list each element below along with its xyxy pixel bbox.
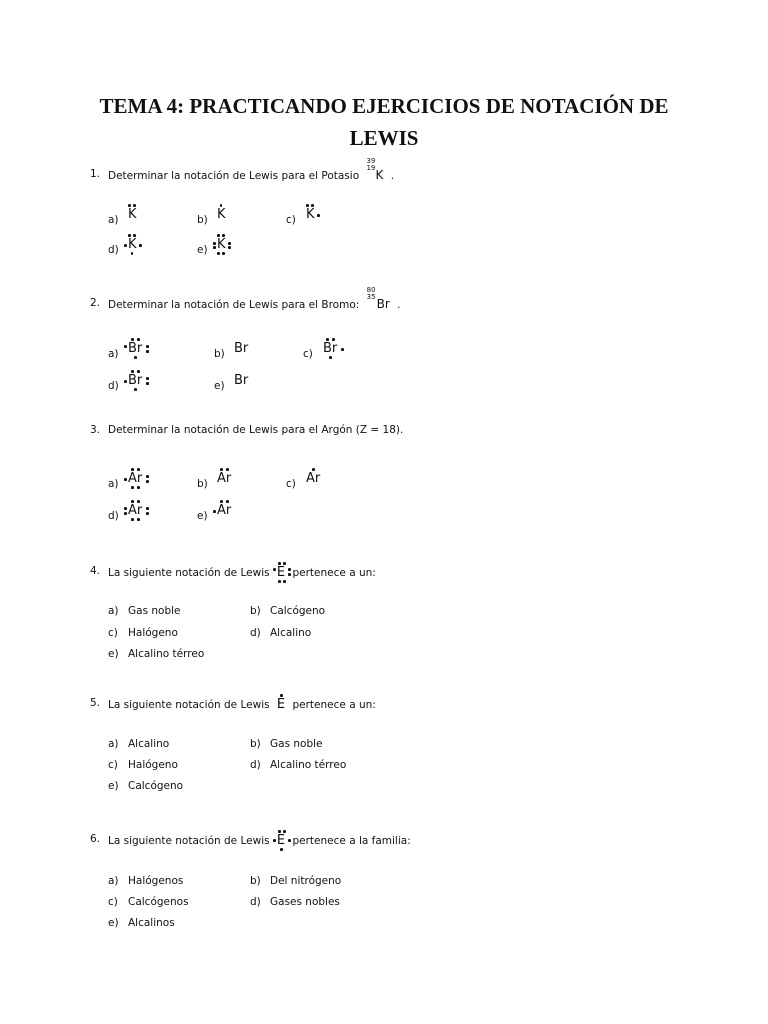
lewis-symbol: Ar — [306, 471, 320, 486]
lewis-symbol: E — [277, 833, 285, 848]
lewis-symbol: K — [306, 207, 315, 222]
electron-dot — [134, 356, 137, 359]
question-text: Determinar la notación de Lewis para el Bromo: 80 35 Br . — [108, 286, 401, 311]
electron-dot — [283, 562, 286, 565]
electron-dot — [131, 252, 134, 255]
electron-dot — [137, 486, 140, 489]
lewis-symbol: Ar — [128, 471, 142, 486]
electron-dot — [124, 345, 127, 348]
electron-dot — [133, 204, 136, 207]
electron-dot — [288, 573, 291, 576]
question-number: 4. — [90, 565, 101, 577]
electron-dot — [278, 830, 281, 833]
electron-dot — [137, 370, 140, 373]
electron-dot — [329, 356, 332, 359]
lewis-symbol: E — [277, 565, 285, 580]
electron-dot — [128, 234, 131, 237]
title-line-2: LEWIS — [349, 126, 419, 150]
electron-dot — [228, 242, 231, 245]
electron-dot — [124, 507, 127, 510]
electron-dot — [131, 370, 134, 373]
question-text: Determinar la notación de Lewis para el Potasio 39 19 K . — [108, 157, 395, 182]
electron-dot — [226, 468, 229, 471]
electron-dot — [306, 204, 309, 207]
electron-dot — [278, 562, 281, 565]
lewis-symbol: Br — [234, 341, 249, 356]
electron-dot — [217, 252, 220, 255]
isotope-symbol: 39 19 K — [366, 157, 384, 182]
question-number: 2. — [90, 297, 101, 309]
electron-dot — [146, 382, 149, 385]
electron-dot — [146, 507, 149, 510]
electron-dot — [288, 839, 291, 842]
electron-dot — [124, 244, 127, 247]
electron-dot — [283, 580, 286, 583]
electron-dot — [228, 246, 231, 249]
electron-dot — [124, 380, 127, 383]
lewis-symbol: Br — [323, 341, 337, 356]
electron-dot — [137, 468, 140, 471]
electron-dot — [278, 580, 281, 583]
electron-dot — [131, 518, 134, 521]
electron-dot — [124, 512, 127, 515]
page-title — [60, 90, 708, 154]
question-number: 1. — [90, 168, 101, 180]
electron-dot — [146, 345, 149, 348]
lewis-symbol: Br — [128, 373, 142, 388]
electron-dot — [146, 512, 149, 515]
electron-dot — [133, 234, 136, 237]
electron-dot — [124, 478, 127, 481]
lewis-symbol: Ar — [128, 503, 142, 518]
electron-dot — [137, 500, 140, 503]
question-number: 5. — [90, 697, 101, 709]
electron-dot — [137, 338, 140, 341]
lewis-symbol: K — [217, 237, 226, 252]
electron-dot — [139, 244, 142, 247]
question-text: Determinar la notación de Lewis para el Argón (Z = 18). — [108, 424, 404, 436]
question-number: 6. — [90, 833, 101, 845]
electron-dot — [213, 510, 216, 513]
lewis-symbol: Ar — [217, 503, 231, 518]
electron-dot — [217, 234, 220, 237]
electron-dot — [312, 468, 315, 471]
electron-dot — [131, 468, 134, 471]
electron-dot — [273, 568, 276, 571]
lewis-symbol: Br — [234, 373, 249, 388]
isotope-symbol: 80 35 Br — [366, 286, 390, 311]
question-text: La siguiente notación de Lewis E pertenece a la familia: — [108, 833, 411, 848]
electron-dot — [280, 694, 283, 697]
electron-dot — [220, 468, 223, 471]
electron-dot — [131, 500, 134, 503]
electron-dot — [220, 204, 223, 207]
electron-dot — [332, 338, 335, 341]
electron-dot — [146, 475, 149, 478]
lewis-symbol: Br — [128, 341, 142, 356]
lewis-symbol: K — [128, 237, 137, 252]
electron-dot — [311, 204, 314, 207]
electron-dot — [222, 252, 225, 255]
electron-dot — [288, 568, 291, 571]
electron-dot — [146, 350, 149, 353]
electron-dot — [128, 204, 131, 207]
electron-dot — [134, 388, 137, 391]
electron-dot — [146, 377, 149, 380]
lewis-symbol: K — [217, 207, 226, 222]
lewis-symbol: K — [128, 207, 137, 222]
question-text: La siguiente notación de Lewis E pertenece a un: — [108, 565, 376, 580]
electron-dot — [131, 486, 134, 489]
electron-dot — [220, 500, 223, 503]
electron-dot — [213, 246, 216, 249]
lewis-symbol: E — [277, 697, 285, 712]
electron-dot — [317, 214, 320, 217]
electron-dot — [137, 518, 140, 521]
electron-dot — [222, 234, 225, 237]
electron-dot — [283, 830, 286, 833]
electron-dot — [226, 500, 229, 503]
electron-dot — [213, 242, 216, 245]
lewis-symbol: Ar — [217, 471, 231, 486]
electron-dot — [273, 839, 276, 842]
question-number: 3. — [90, 424, 101, 436]
title-line-1: TEMA 4: PRACTICANDO EJERCICIOS DE NOTACIÓN DE — [99, 94, 669, 118]
electron-dot — [280, 848, 283, 851]
question-text: La siguiente notación de Lewis E pertenece a un: — [108, 697, 376, 712]
electron-dot — [146, 480, 149, 483]
electron-dot — [341, 348, 344, 351]
electron-dot — [326, 338, 329, 341]
electron-dot — [131, 338, 134, 341]
